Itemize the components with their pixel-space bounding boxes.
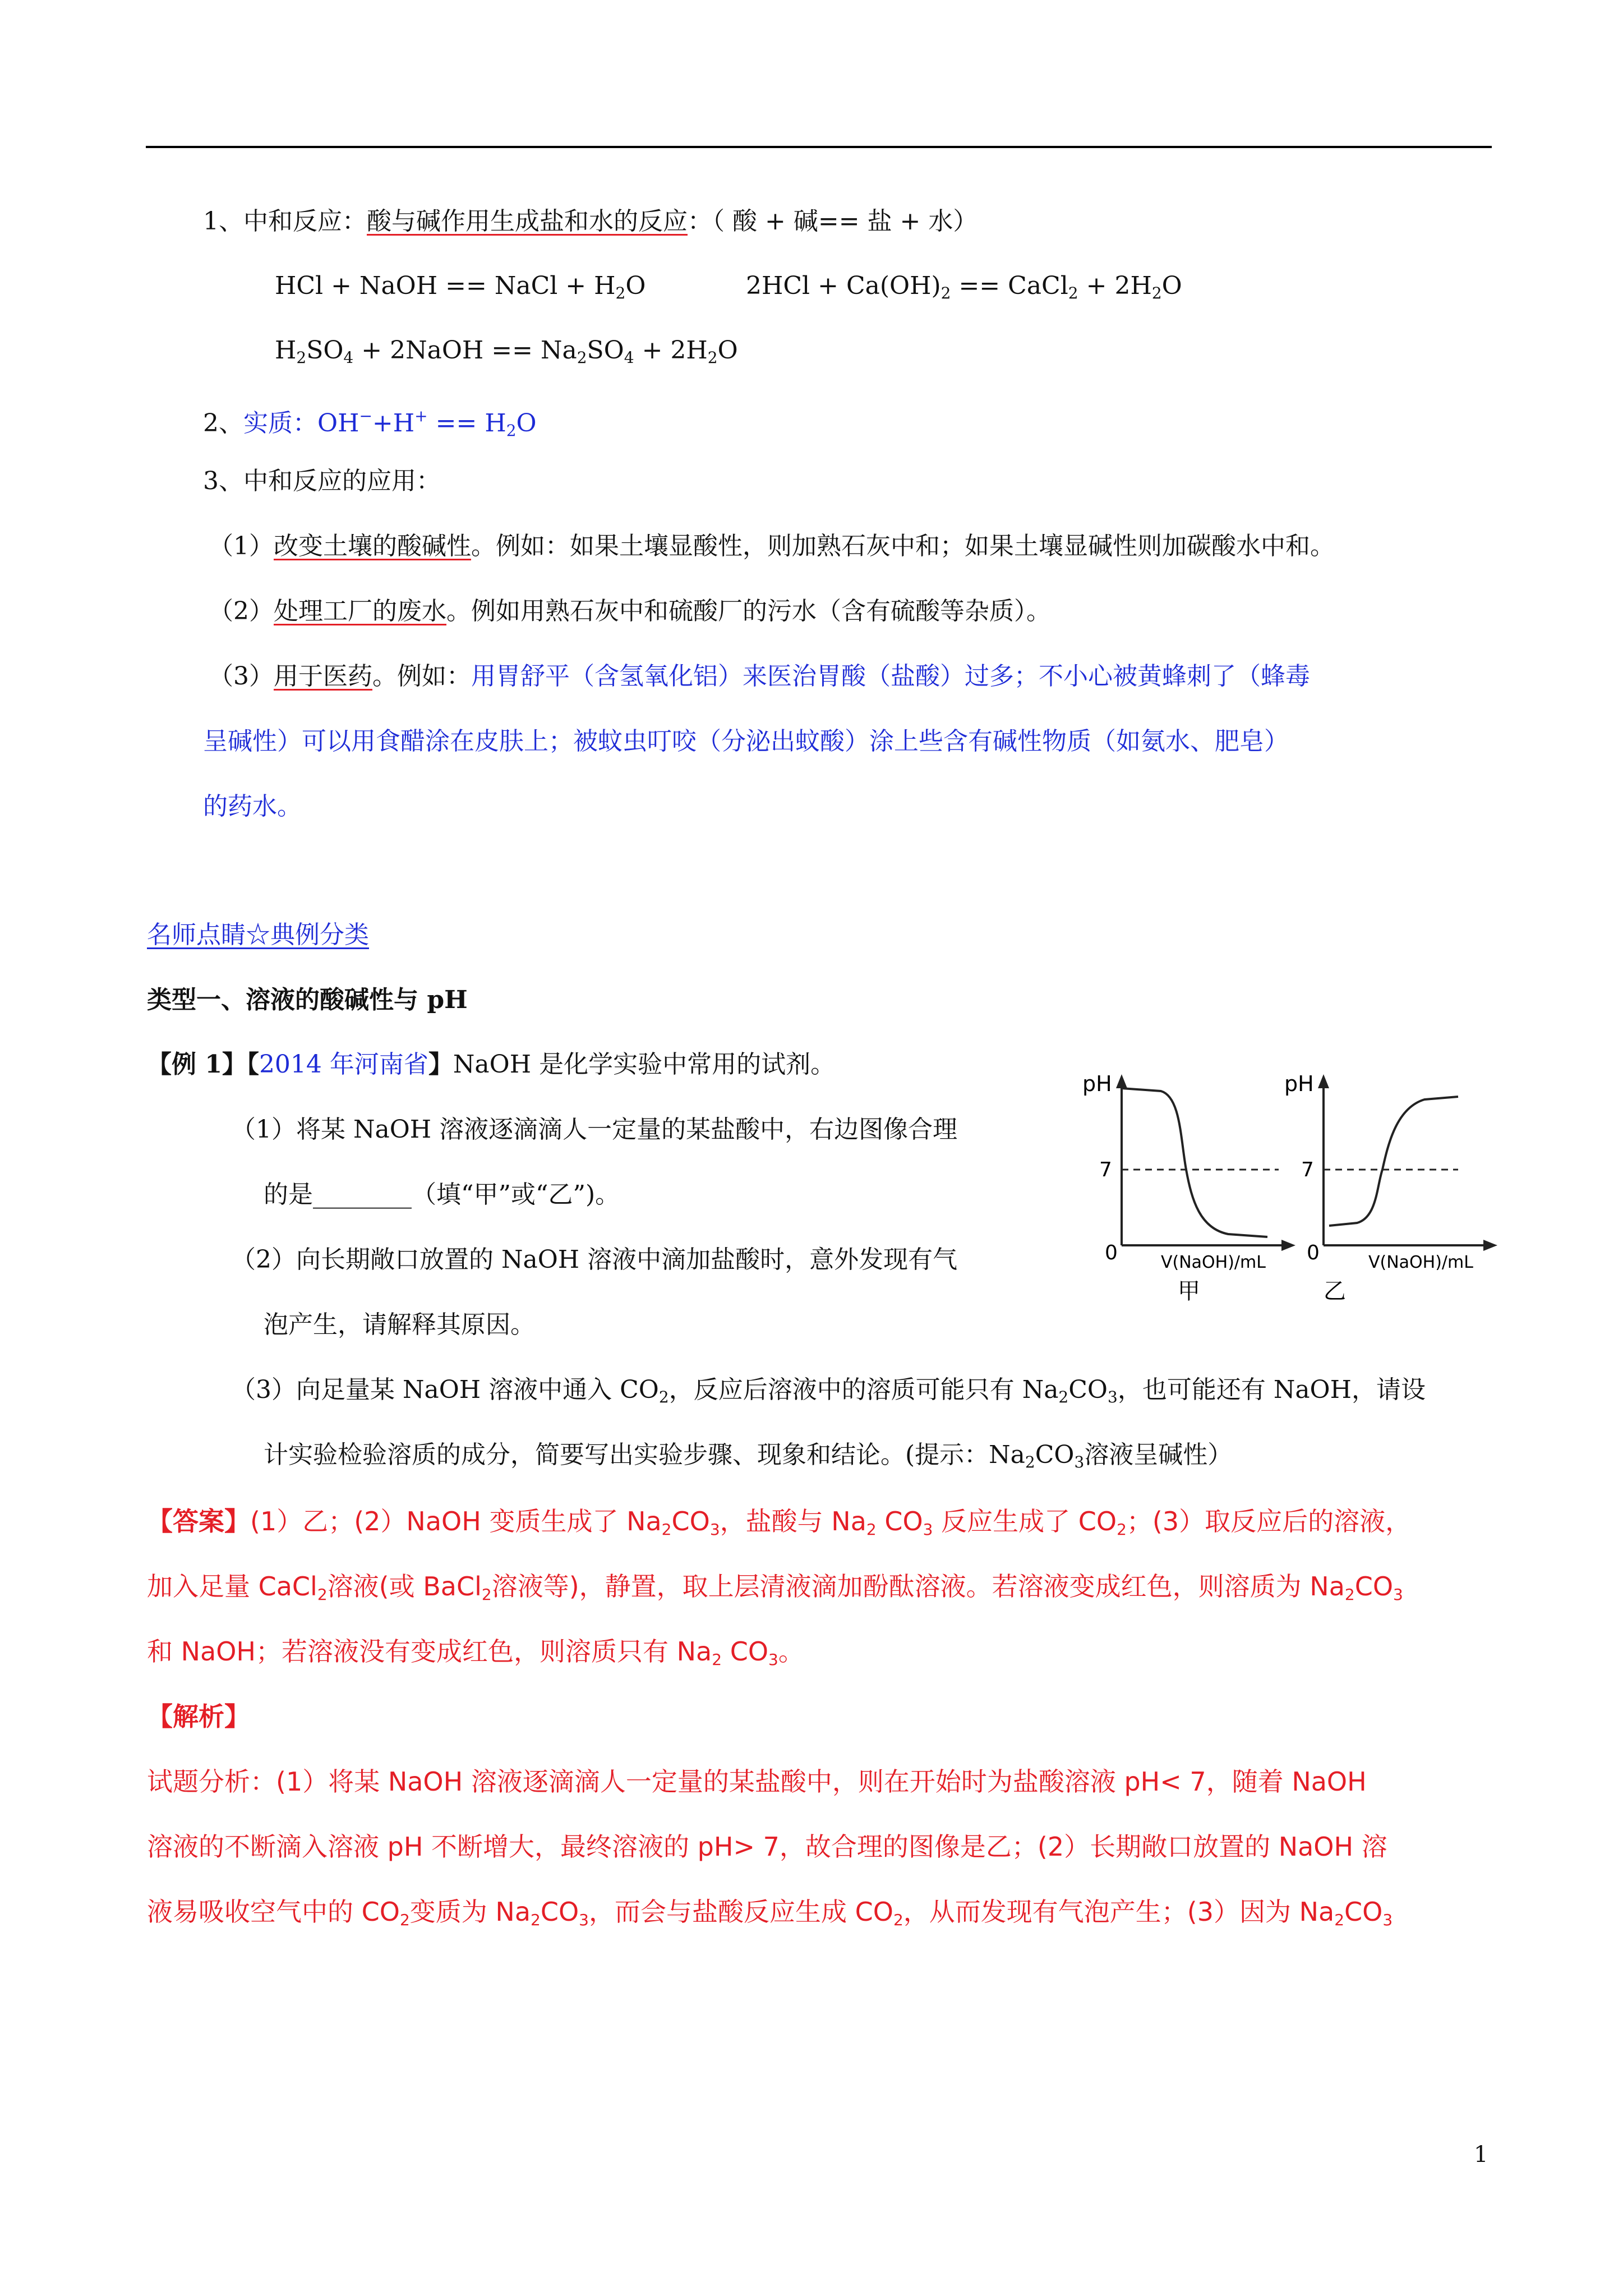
- graph-jia: [1082, 1071, 1295, 1304]
- type-1-heading: 类型一、溶液的酸碱性与 pH: [147, 986, 468, 1014]
- equation-hcl-naoh: HCl + NaOH == NaCl + $H_2O$: [275, 272, 646, 302]
- analysis-line-3: 液易吸收空气中的 $CO_2$变质为 $Na_2CO_3$，而会与盐酸反应生成 $CO_2$，从而发现有气泡产生；(3）因为 $Na_2CO_3$: [147, 1897, 1393, 1929]
- example-source: 2014 年河南省: [259, 1050, 428, 1079]
- graph-yi-xlabel: V(NaOH)/mL: [1368, 1253, 1473, 1272]
- header-rule: [146, 146, 1492, 148]
- application-3-cont-2: 的药水。: [203, 792, 302, 821]
- question-3-line-1: （3）向足量某 NaOH 溶液中通入 $CO_2$，反应后溶液中的溶质可能只有 $Na_2CO_3$，也可能还有 NaOH，请设: [231, 1375, 1426, 1406]
- graph-jia-curve: [1122, 1088, 1267, 1237]
- graph-jia-xlabel: V(NaOH)/mL: [1161, 1253, 1266, 1272]
- section-link-typical-examples[interactable]: 名师点睛☆典例分类: [147, 921, 369, 949]
- application-3-cont-1: 呈碱性）可以用食醋涂在皮肤上；被蚊虫叮咬（分泌出蚊酸）涂上些含有碱性物质（如氨水、肥皂）: [203, 727, 1289, 756]
- graph-yi-caption: 乙: [1324, 1278, 1346, 1304]
- graph-yi-tick-7: 7: [1301, 1158, 1314, 1181]
- graph-jia-tick-7: 7: [1099, 1158, 1112, 1181]
- question-2-line-1: （2）向长期敞口放置的 NaOH 溶液中滴加盐酸时，意外发现有气: [231, 1245, 958, 1274]
- graph-jia-y-arrow: [1116, 1074, 1127, 1088]
- section-1-formula: ：（ 酸 + 碱== 盐 + 水）: [688, 207, 978, 236]
- essence-equation: 实质：$OH^-+H^+ == H_2O$: [243, 407, 537, 440]
- question-1-line-2: 的是________（填“甲”或“乙”)。: [264, 1180, 620, 1209]
- analysis-line-2: 溶液的不断滴入溶液 pH 不断增大，最终溶液的 pH> 7，故合理的图像是乙；(2）长期敞口放置的 NaOH 溶: [147, 1832, 1387, 1862]
- graph-jia-x-arrow: [1281, 1240, 1295, 1251]
- graph-jia-origin: 0: [1105, 1241, 1118, 1264]
- application-3: （3）用于医药。例如：用胃舒平（含氢氧化铝）来医治胃酸（盐酸）过多；不小心被黄蜂刺了（蜂毒: [209, 662, 1310, 691]
- section-2-line: 2、实质：$OH^-+H^+ == H_2O$: [203, 407, 537, 440]
- section-3-heading: 3、中和反应的应用：: [203, 467, 441, 495]
- graph-yi-origin: 0: [1307, 1241, 1320, 1264]
- application-1: （1）改变土壤的酸碱性。例如：如果土壤显酸性，则加熟石灰中和；如果土壤显碱性则加碳酸水中和。: [209, 532, 1335, 560]
- question-3-line-2: 计实验检验溶质的成分，简要写出实验步骤、现象和结论。(提示：$Na_2CO_3$溶液呈碱性）: [264, 1441, 1233, 1471]
- example-1-header: 【例 1】【2014 年河南省】NaOH 是化学实验中常用的试剂。: [147, 1050, 836, 1079]
- graph-yi-curve: [1329, 1097, 1458, 1226]
- graph-jia-caption: 甲: [1178, 1278, 1200, 1304]
- answer-line-2: 加入足量 CaCl$_2$溶液(或 BaCl$_2$溶液等)，静置，取上层清液滴加酚酞溶液。若溶液变成红色，则溶质为 $Na_2CO_3$: [147, 1571, 1403, 1604]
- application-2: （2）处理工厂的废水。例如用熟石灰中和硫酸厂的污水（含有硫酸等杂质）。: [209, 597, 1051, 625]
- question-1-line-1: （1）将某 NaOH 溶液逐滴滴人一定量的某盐酸中，右边图像合理: [231, 1115, 958, 1144]
- graph-yi-y-arrow: [1318, 1074, 1329, 1088]
- graph-yi-x-arrow: [1483, 1240, 1497, 1251]
- neutralization-definition: 酸与碱作用生成盐和水的反应: [367, 207, 688, 236]
- section-1-number: 1、中和反应：: [203, 207, 367, 236]
- ph-graphs-figure: [1066, 1066, 1514, 1324]
- answer-line-3: 和 NaOH；若溶液没有变成红色，则溶质只有 $Na_2$ $CO_3$。: [147, 1636, 804, 1669]
- answer-tag: 【答案】: [147, 1506, 250, 1536]
- page-number: 1: [1474, 2142, 1488, 2168]
- equation-h2so4-naoh: $H_2SO_4$ + 2NaOH == $Na_2SO_4 + 2H_2O$: [275, 336, 738, 367]
- graph-yi: [1284, 1071, 1497, 1304]
- graph-yi-ylabel: pH: [1284, 1071, 1314, 1096]
- graph-jia-ylabel: pH: [1082, 1071, 1112, 1096]
- equation-hcl-caoh2: $2HCl + Ca(OH)_2$ == CaCl$_2$ + $2H_2O$: [746, 272, 1182, 302]
- answer-line-1: 【答案】(1）乙；(2）NaOH 变质生成了 $Na_2CO_3$，盐酸与 $Na_2$ $CO_3$ 反应生成了 $CO_2$；(3）取反应后的溶液，: [147, 1506, 1412, 1539]
- analysis-line-1: 试题分析：(1）将某 NaOH 溶液逐滴滴人一定量的某盐酸中，则在开始时为盐酸溶液 pH< 7，随着 NaOH: [147, 1766, 1367, 1797]
- analysis-tag: 【解析】: [147, 1701, 250, 1732]
- question-2-line-2: 泡产生，请解释其原因。: [264, 1310, 535, 1339]
- section-1-line: [203, 205, 978, 238]
